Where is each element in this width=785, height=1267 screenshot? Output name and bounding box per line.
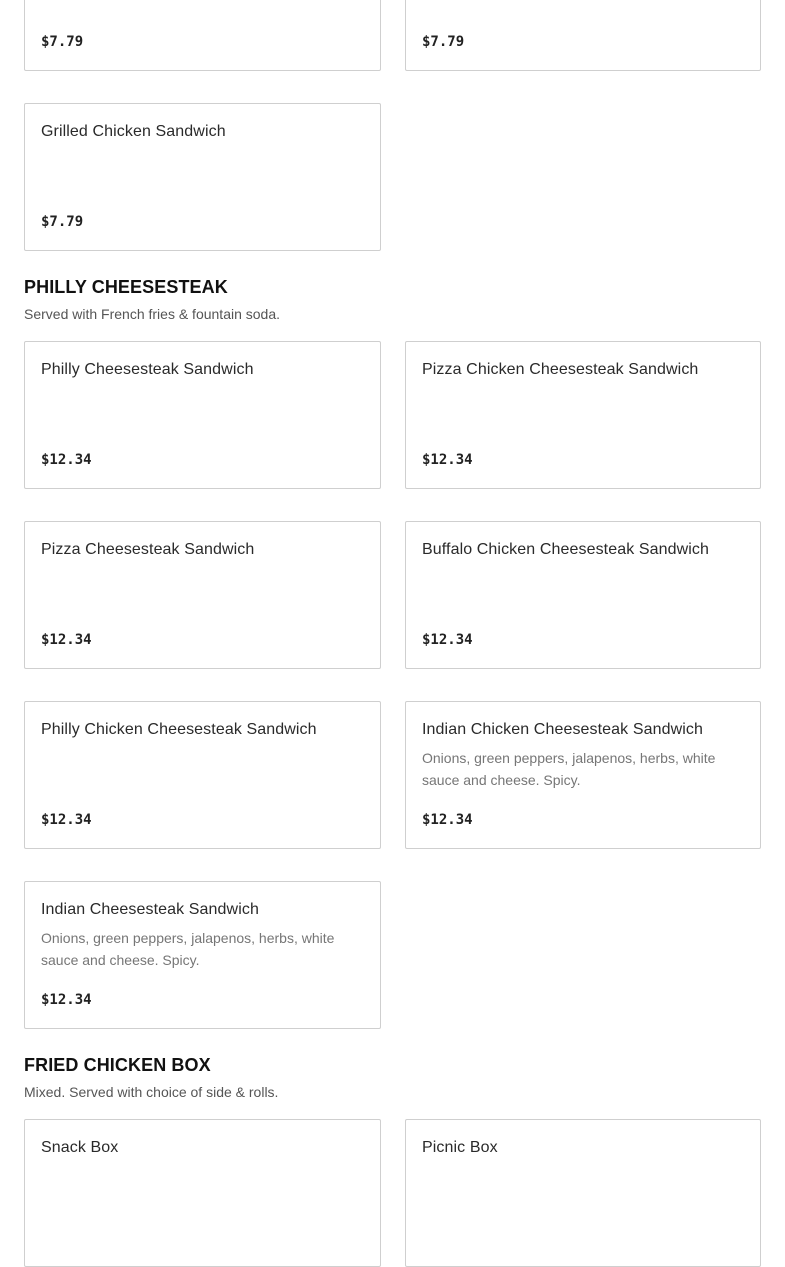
item-name: Buffalo Chicken Cheesesteak Sandwich (422, 541, 710, 558)
menu-item-card[interactable] (405, 701, 761, 849)
menu-item-card[interactable] (405, 1119, 761, 1267)
menu-item-card[interactable] (24, 103, 381, 251)
section-description: Served with French fries & fountain soda. (24, 306, 281, 322)
item-description: Onions, green peppers, jalapenos, herbs, white sauce and cheese. Spicy. (422, 750, 716, 788)
menu-item-card[interactable] (24, 521, 381, 669)
item-price: $7.79 (41, 214, 84, 230)
item-name: Picnic Box (422, 1139, 498, 1156)
item-price: $12.34 (422, 452, 473, 468)
item-price: $7.79 (41, 34, 84, 50)
menu-item-card[interactable] (24, 701, 381, 849)
item-price: $12.34 (422, 812, 473, 828)
menu-item-card[interactable] (405, 0, 761, 71)
menu-item-card[interactable] (405, 341, 761, 489)
menu-item-card[interactable] (24, 341, 381, 489)
item-name: Pizza Chicken Cheesesteak Sandwich (422, 361, 699, 378)
item-price: $7.79 (422, 34, 465, 50)
item-description: Onions, green peppers, jalapenos, herbs, white sauce and cheese. Spicy. (41, 930, 335, 968)
item-name: Indian Cheesesteak Sandwich (41, 901, 259, 918)
item-name: Pizza Cheesesteak Sandwich (41, 541, 255, 558)
item-name: Indian Chicken Cheesesteak Sandwich (422, 721, 703, 738)
item-price: $12.34 (41, 452, 92, 468)
item-name: Grilled Chicken Sandwich (41, 123, 226, 140)
section-title: PHILLY CHEESESTEAK (24, 277, 228, 297)
item-price: $12.34 (422, 632, 473, 648)
section-title: FRIED CHICKEN BOX (24, 1055, 211, 1075)
menu-item-card[interactable] (24, 881, 381, 1029)
item-price: $12.34 (41, 632, 92, 648)
item-price: $12.34 (41, 812, 92, 828)
menu-item-card[interactable] (24, 1119, 381, 1267)
menu-item-card[interactable] (24, 0, 381, 71)
item-name: Philly Chicken Cheesesteak Sandwich (41, 721, 317, 738)
item-name: Philly Cheesesteak Sandwich (41, 361, 254, 378)
section-description: Mixed. Served with choice of side & rolls. (24, 1084, 279, 1100)
item-name: Snack Box (41, 1139, 119, 1156)
item-price: $12.34 (41, 992, 92, 1008)
menu-item-card[interactable] (405, 521, 761, 669)
